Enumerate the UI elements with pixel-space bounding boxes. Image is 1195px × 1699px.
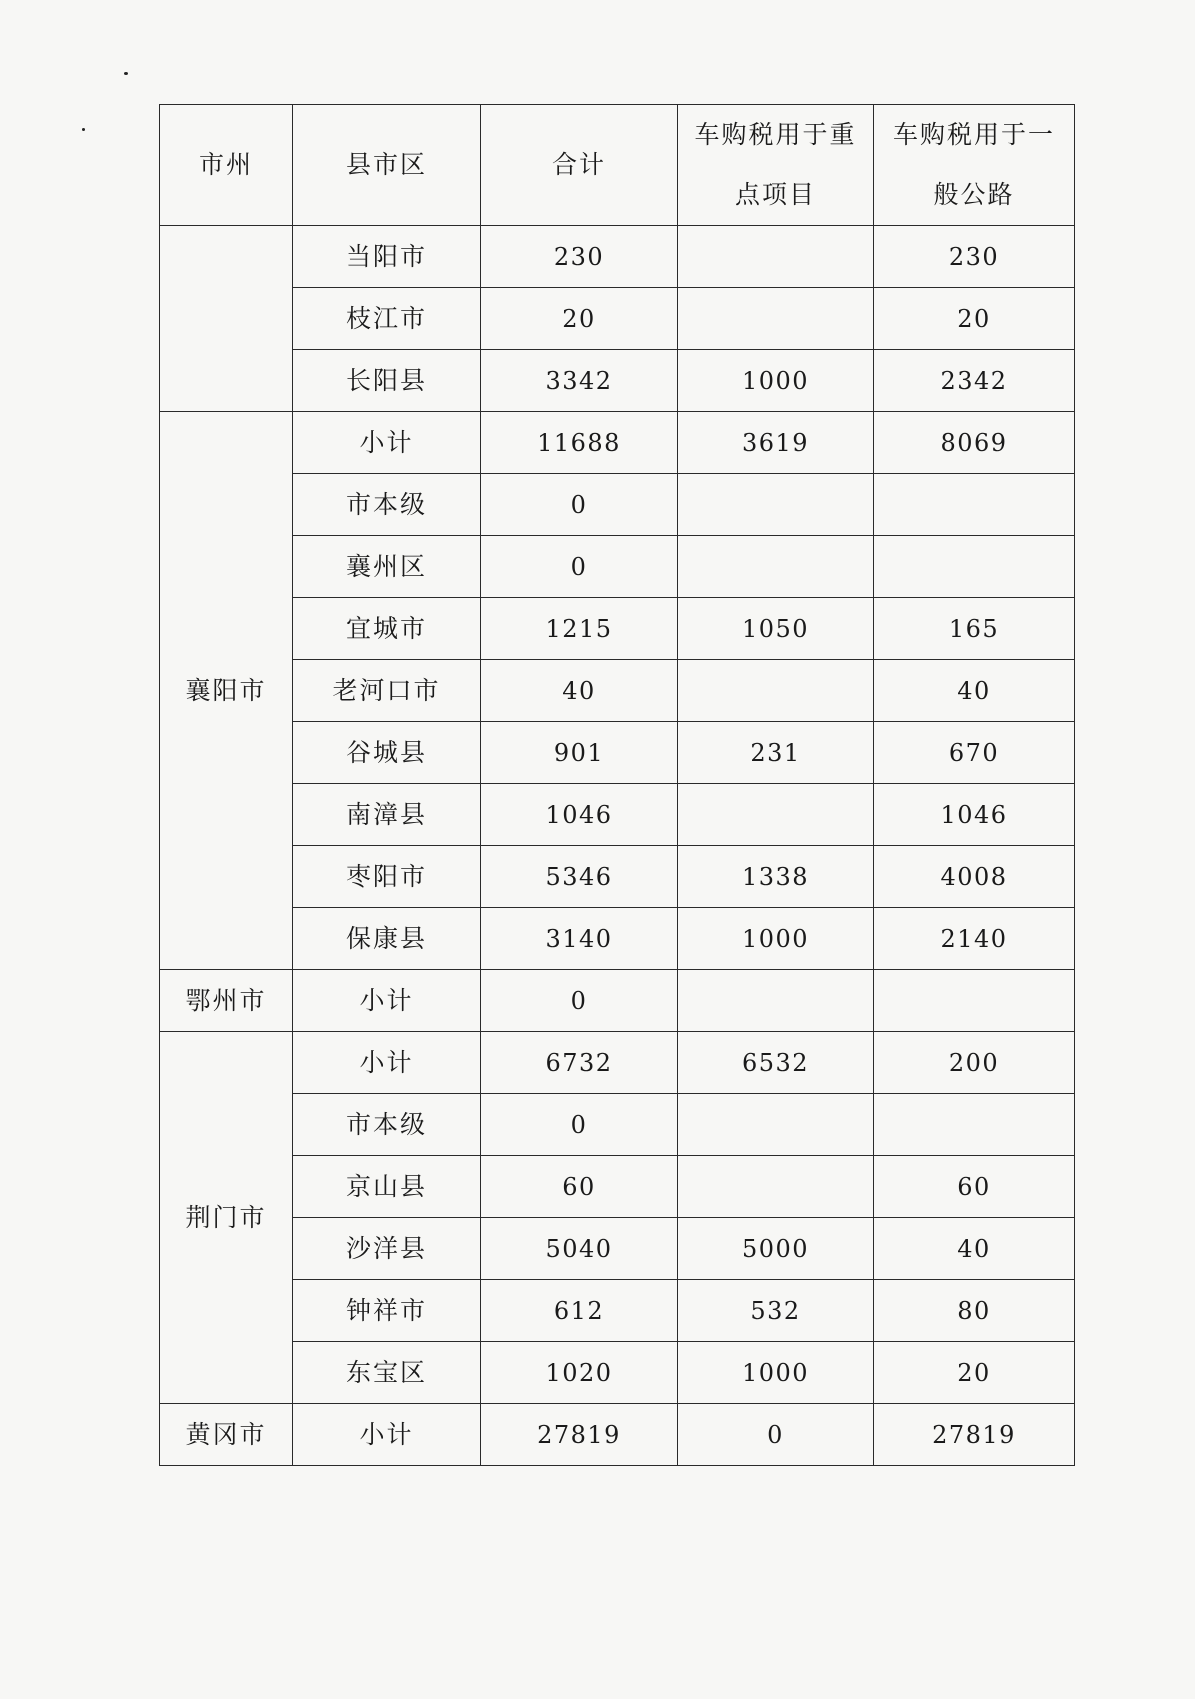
allocation-table [159, 104, 1075, 1466]
county-cell: 枝江市 [293, 288, 481, 350]
total-cell: 5346 [481, 846, 678, 908]
general-cell: 20 [874, 288, 1075, 350]
county-cell: 小计 [293, 412, 481, 474]
county-cell: 小计 [293, 1032, 481, 1094]
table-row [160, 722, 1075, 784]
county-cell: 老河口市 [293, 660, 481, 722]
county-cell: 东宝区 [293, 1342, 481, 1404]
general-cell: 27819 [874, 1404, 1075, 1466]
general-cell: 2342 [874, 350, 1075, 412]
key-cell [678, 784, 874, 846]
total-cell: 3140 [481, 908, 678, 970]
key-cell [678, 536, 874, 598]
total-cell: 1215 [481, 598, 678, 660]
key-cell [678, 288, 874, 350]
key-cell: 6532 [678, 1032, 874, 1094]
key-cell: 532 [678, 1280, 874, 1342]
total-cell: 3342 [481, 350, 678, 412]
table-row [160, 288, 1075, 350]
key-cell: 1000 [678, 908, 874, 970]
key-cell [678, 970, 874, 1032]
table-row [160, 908, 1075, 970]
general-cell: 230 [874, 226, 1075, 288]
general-cell: 40 [874, 1218, 1075, 1280]
general-cell [874, 970, 1075, 1032]
header-general-roads: 车购税用于一般公路 [874, 105, 1075, 226]
city-cell: 荆门市 [160, 1032, 293, 1404]
total-cell: 1046 [481, 784, 678, 846]
table-row [160, 598, 1075, 660]
table-row [160, 412, 1075, 474]
county-cell: 长阳县 [293, 350, 481, 412]
general-cell [874, 474, 1075, 536]
city-cell: 鄂州市 [160, 970, 293, 1032]
key-cell [678, 1094, 874, 1156]
header-county: 县市区 [293, 105, 481, 226]
table-row [160, 350, 1075, 412]
city-cell-empty [160, 226, 293, 412]
key-cell [678, 660, 874, 722]
county-cell: 小计 [293, 970, 481, 1032]
header-total: 合计 [481, 105, 678, 226]
key-cell: 1000 [678, 1342, 874, 1404]
total-cell: 612 [481, 1280, 678, 1342]
county-cell: 小计 [293, 1404, 481, 1466]
key-cell [678, 1156, 874, 1218]
total-cell: 0 [481, 970, 678, 1032]
key-cell: 1338 [678, 846, 874, 908]
total-cell: 40 [481, 660, 678, 722]
total-cell: 0 [481, 1094, 678, 1156]
key-cell: 5000 [678, 1218, 874, 1280]
header-key-projects: 车购税用于重点项目 [678, 105, 874, 226]
county-cell: 京山县 [293, 1156, 481, 1218]
city-cell: 襄阳市 [160, 412, 293, 970]
general-cell [874, 1094, 1075, 1156]
county-cell: 保康县 [293, 908, 481, 970]
total-cell: 230 [481, 226, 678, 288]
key-cell [678, 226, 874, 288]
scan-speck [124, 72, 128, 75]
county-cell: 南漳县 [293, 784, 481, 846]
table-row [160, 1280, 1075, 1342]
county-cell: 当阳市 [293, 226, 481, 288]
general-cell: 80 [874, 1280, 1075, 1342]
general-cell: 60 [874, 1156, 1075, 1218]
table-row [160, 784, 1075, 846]
key-cell: 231 [678, 722, 874, 784]
county-cell: 市本级 [293, 474, 481, 536]
county-cell: 襄州区 [293, 536, 481, 598]
table-row [160, 226, 1075, 288]
county-cell: 宜城市 [293, 598, 481, 660]
total-cell: 60 [481, 1156, 678, 1218]
city-cell: 黄冈市 [160, 1404, 293, 1466]
general-cell: 200 [874, 1032, 1075, 1094]
general-cell: 40 [874, 660, 1075, 722]
table-row [160, 474, 1075, 536]
table-row [160, 1032, 1075, 1094]
total-cell: 1020 [481, 1342, 678, 1404]
header-city: 市州 [160, 105, 293, 226]
table-row [160, 846, 1075, 908]
general-cell: 2140 [874, 908, 1075, 970]
key-cell: 1050 [678, 598, 874, 660]
general-cell: 20 [874, 1342, 1075, 1404]
table-row [160, 1094, 1075, 1156]
general-cell: 165 [874, 598, 1075, 660]
general-cell [874, 536, 1075, 598]
total-cell: 901 [481, 722, 678, 784]
key-cell [678, 474, 874, 536]
total-cell: 5040 [481, 1218, 678, 1280]
general-cell: 4008 [874, 846, 1075, 908]
table-row [160, 1218, 1075, 1280]
table-header-row [160, 105, 1075, 226]
county-cell: 沙洋县 [293, 1218, 481, 1280]
county-cell: 市本级 [293, 1094, 481, 1156]
general-cell: 1046 [874, 784, 1075, 846]
total-cell: 27819 [481, 1404, 678, 1466]
key-cell: 1000 [678, 350, 874, 412]
table-row [160, 970, 1075, 1032]
table-row [160, 660, 1075, 722]
county-cell: 钟祥市 [293, 1280, 481, 1342]
total-cell: 0 [481, 536, 678, 598]
county-cell: 枣阳市 [293, 846, 481, 908]
key-cell: 3619 [678, 412, 874, 474]
total-cell: 0 [481, 474, 678, 536]
total-cell: 6732 [481, 1032, 678, 1094]
table-row [160, 1342, 1075, 1404]
county-cell: 谷城县 [293, 722, 481, 784]
general-cell: 670 [874, 722, 1075, 784]
scan-speck [82, 128, 85, 131]
table-row [160, 1156, 1075, 1218]
total-cell: 20 [481, 288, 678, 350]
general-cell: 8069 [874, 412, 1075, 474]
table-row [160, 1404, 1075, 1466]
key-cell: 0 [678, 1404, 874, 1466]
total-cell: 11688 [481, 412, 678, 474]
table-row [160, 536, 1075, 598]
